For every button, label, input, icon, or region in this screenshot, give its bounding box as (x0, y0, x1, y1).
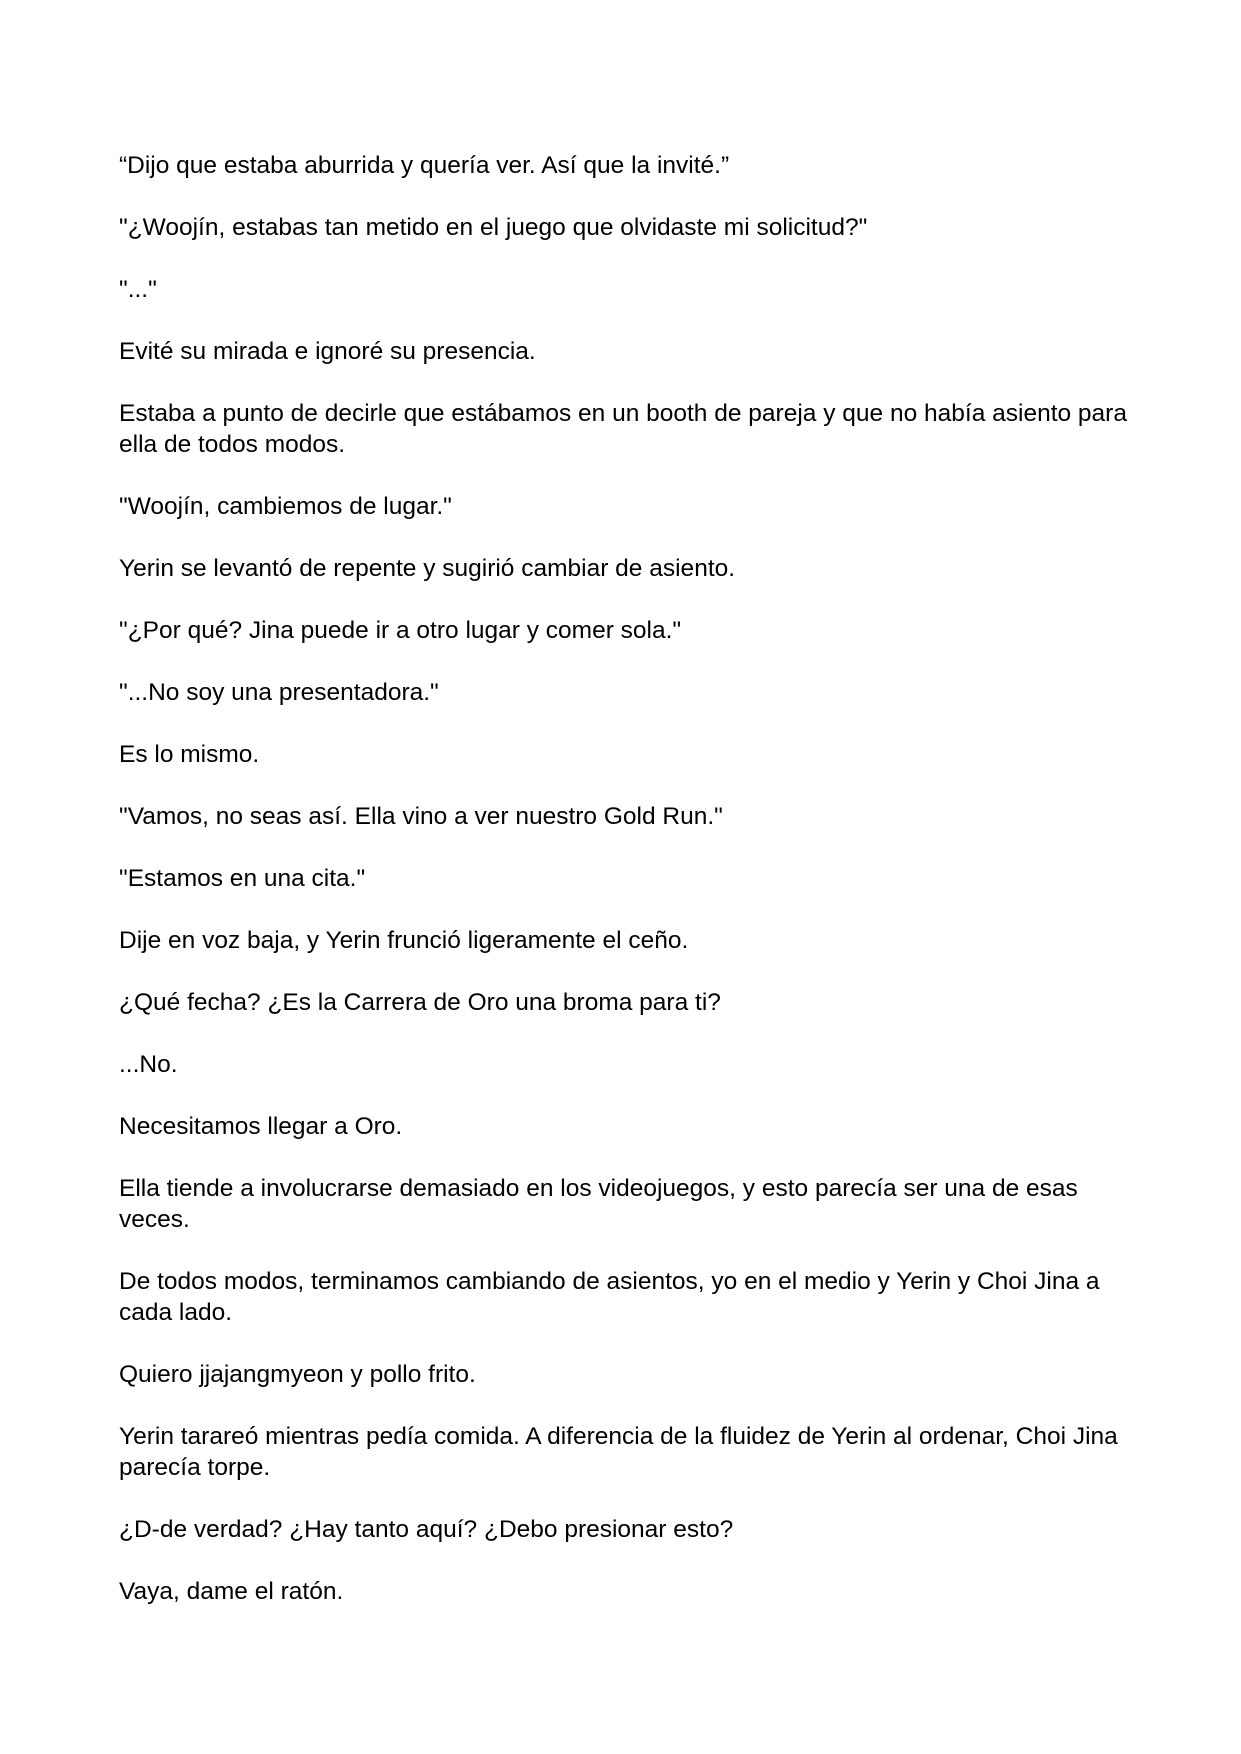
paragraph: "...No soy una presentadora." (119, 679, 439, 706)
paragraph: Estaba a punto de decirle que estábamos en un booth de pareja y que no había asiento para ella de todos modos. (119, 400, 1127, 458)
paragraph: “Dijo que estaba aburrida y quería ver. Así que la invité.” (119, 152, 730, 179)
paragraph: Es lo mismo. (119, 741, 260, 768)
paragraph: Yerin se levantó de repente y sugirió cambiar de asiento. (119, 555, 736, 582)
paragraph: Quiero jjajangmyeon y pollo frito. (119, 1361, 476, 1388)
paragraph: "Estamos en una cita." (119, 865, 366, 892)
paragraph: Necesitamos llegar a Oro. (119, 1113, 403, 1140)
paragraph: ¿Qué fecha? ¿Es la Carrera de Oro una broma para ti? (119, 989, 721, 1016)
paragraph: "¿Woojín, estabas tan metido en el juego que olvidaste mi solicitud?" (119, 214, 868, 241)
paragraph: De todos modos, terminamos cambiando de asientos, yo en el medio y Yerin y Choi Jina a cada lado. (119, 1268, 1100, 1326)
document-body (119, 150, 1129, 1638)
paragraph: "..." (119, 276, 157, 303)
paragraph: ¿D-de verdad? ¿Hay tanto aquí? ¿Debo presionar esto? (119, 1516, 734, 1543)
paragraph: ...No. (119, 1051, 178, 1078)
paragraph: Yerin tarareó mientras pedía comida. A diferencia de la fluidez de Yerin al ordenar, Choi Jina parecía torpe. (119, 1423, 1118, 1481)
paragraph: Dije en voz baja, y Yerin frunció ligeramente el ceño. (119, 927, 689, 954)
paragraph: "Vamos, no seas así. Ella vino a ver nuestro Gold Run." (119, 803, 723, 830)
paragraph: "Woojín, cambiemos de lugar." (119, 493, 452, 520)
paragraph: Ella tiende a involucrarse demasiado en los videojuegos, y esto parecía ser una de esas veces. (119, 1175, 1078, 1233)
paragraph: "¿Por qué? Jina puede ir a otro lugar y comer sola." (119, 617, 682, 644)
paragraph: Vaya, dame el ratón. (119, 1578, 344, 1605)
paragraph: Evité su mirada e ignoré su presencia. (119, 338, 536, 365)
